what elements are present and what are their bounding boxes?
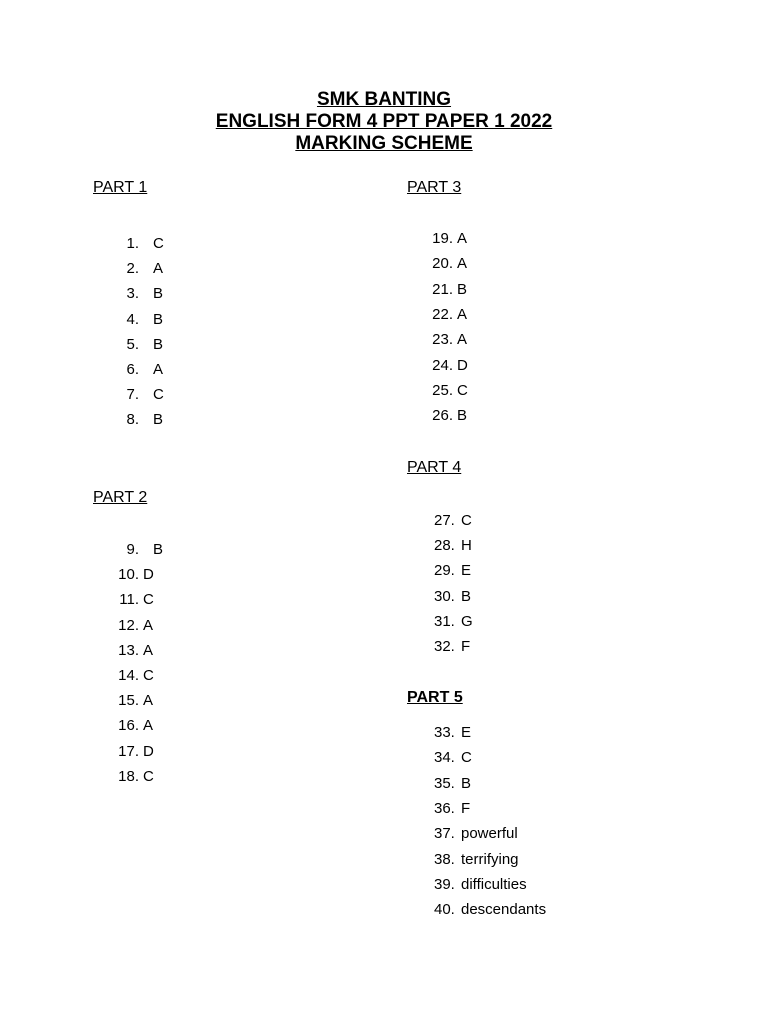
answer-value: C <box>461 749 472 767</box>
answer-item <box>115 591 154 609</box>
answer-value: F <box>461 799 471 817</box>
question-number: 19. <box>432 230 453 247</box>
part-1-heading: PART 1 <box>93 179 148 196</box>
answer-value: C <box>153 386 164 404</box>
answer-value: B <box>153 335 164 353</box>
answer-value: B <box>457 407 468 425</box>
answer-item <box>434 749 472 767</box>
answer-value: A <box>143 717 154 735</box>
question-number: 6. <box>126 361 139 378</box>
answer-item <box>115 717 153 735</box>
answer-value: difficulties <box>461 875 527 893</box>
answer-value: D <box>143 742 154 760</box>
answer-item <box>434 901 546 919</box>
question-number: 20. <box>432 255 453 273</box>
part-4-heading: PART 4 <box>407 459 462 476</box>
answer-item <box>115 743 154 761</box>
question-number: 18. <box>118 767 139 785</box>
answer-item <box>115 692 153 710</box>
answer-value: B <box>153 411 164 429</box>
question-number: 30. <box>434 587 455 605</box>
question-number: 11. <box>119 591 139 609</box>
answer-value: D <box>143 566 154 584</box>
question-number: 2. <box>126 260 139 278</box>
answer-item <box>115 411 163 429</box>
answer-item <box>434 562 471 580</box>
question-number: 35. <box>434 774 455 792</box>
question-number: 33. <box>434 724 455 741</box>
answer-item <box>115 566 154 584</box>
answer-value: C <box>143 591 154 609</box>
question-number: 40. <box>434 901 455 919</box>
question-number: 22. <box>432 305 453 323</box>
question-number: 37. <box>434 825 455 843</box>
question-number: 10. <box>118 566 139 584</box>
answer-value: powerful <box>461 825 518 843</box>
question-number: 38. <box>434 850 455 868</box>
school-name: SMK BANTING <box>316 89 452 110</box>
answer-item <box>115 361 163 379</box>
answer-item <box>434 512 472 530</box>
answer-item <box>429 407 467 425</box>
answer-value: A <box>143 692 154 710</box>
answer-value: B <box>153 541 164 558</box>
answer-item <box>115 617 153 635</box>
question-number: 34. <box>434 749 455 767</box>
question-number: 14. <box>118 667 139 684</box>
question-number: 21. <box>432 280 453 298</box>
question-number: 29. <box>434 562 455 580</box>
answer-item <box>115 336 163 354</box>
answer-value: A <box>457 331 468 349</box>
answer-value: F <box>461 638 471 655</box>
answer-value: G <box>461 612 473 630</box>
answer-item <box>429 382 468 400</box>
answer-value: C <box>143 767 154 785</box>
answer-value: C <box>461 512 472 529</box>
question-number: 27. <box>434 512 455 529</box>
question-number: 16. <box>118 717 139 735</box>
answer-value: A <box>457 255 468 273</box>
answer-value: A <box>153 260 164 278</box>
question-number: 25. <box>432 381 453 399</box>
answer-item <box>115 667 154 685</box>
question-number: 24. <box>432 356 453 374</box>
answer-item <box>115 541 163 559</box>
answer-item <box>429 230 467 248</box>
part-5-heading: PART 5 <box>407 689 463 706</box>
answer-item <box>429 306 467 324</box>
answer-value: E <box>461 562 472 580</box>
answer-item <box>115 311 163 329</box>
answer-item <box>434 537 472 555</box>
exam-title: ENGLISH FORM 4 PPT PAPER 1 2022 <box>215 111 553 132</box>
question-number: 4. <box>126 310 139 328</box>
answer-item <box>434 800 470 818</box>
answer-value: descendants <box>461 901 547 919</box>
answer-value: A <box>153 361 164 378</box>
answer-value: A <box>457 230 468 247</box>
question-number: 17. <box>118 742 139 760</box>
answer-item <box>434 876 527 894</box>
answer-item <box>434 613 473 631</box>
answer-value: terrifying <box>461 850 519 868</box>
answer-item <box>115 642 153 660</box>
answer-item <box>434 588 471 606</box>
question-number: 31. <box>434 612 455 630</box>
answer-item <box>434 825 518 843</box>
answer-item <box>434 724 471 742</box>
answer-value: C <box>457 381 468 399</box>
question-number: 36. <box>434 799 455 817</box>
answer-item <box>115 386 164 404</box>
answer-value: C <box>153 235 164 252</box>
answer-item <box>115 235 164 253</box>
question-number: 23. <box>432 331 453 349</box>
question-number: 28. <box>434 537 455 555</box>
question-number: 3. <box>126 285 139 303</box>
answer-item <box>429 255 467 273</box>
question-number: 32. <box>434 638 455 655</box>
answer-item <box>429 357 468 375</box>
answer-item <box>115 768 154 786</box>
answer-item <box>115 285 163 303</box>
question-number: 1. <box>126 235 139 252</box>
answer-item <box>434 851 519 869</box>
answer-item <box>434 775 471 793</box>
answer-item <box>434 638 470 656</box>
answer-value: E <box>461 724 472 741</box>
answer-item <box>115 260 163 278</box>
answer-value: C <box>143 667 154 684</box>
answer-value: A <box>143 641 154 659</box>
answer-value: A <box>457 305 468 323</box>
answer-value: B <box>457 280 468 298</box>
answer-value: H <box>461 537 472 555</box>
answer-value: B <box>461 587 472 605</box>
question-number: 7. <box>126 386 139 404</box>
question-number: 13. <box>118 641 139 659</box>
part-3-heading: PART 3 <box>407 179 462 196</box>
question-number: 15. <box>118 692 139 710</box>
answer-value: B <box>153 285 164 303</box>
answer-item <box>429 281 467 299</box>
answer-value: A <box>143 616 154 634</box>
question-number: 39. <box>434 875 455 893</box>
answer-value: B <box>153 310 164 328</box>
question-number: 8. <box>126 411 139 429</box>
document-type: MARKING SCHEME <box>295 133 473 154</box>
answer-value: D <box>457 356 468 374</box>
answer-item <box>429 331 467 349</box>
question-number: 5. <box>126 335 139 353</box>
answer-value: B <box>461 774 472 792</box>
question-number: 12. <box>118 616 139 634</box>
part-2-heading: PART 2 <box>93 489 148 506</box>
question-number: 9. <box>126 541 139 558</box>
question-number: 26. <box>432 407 453 425</box>
